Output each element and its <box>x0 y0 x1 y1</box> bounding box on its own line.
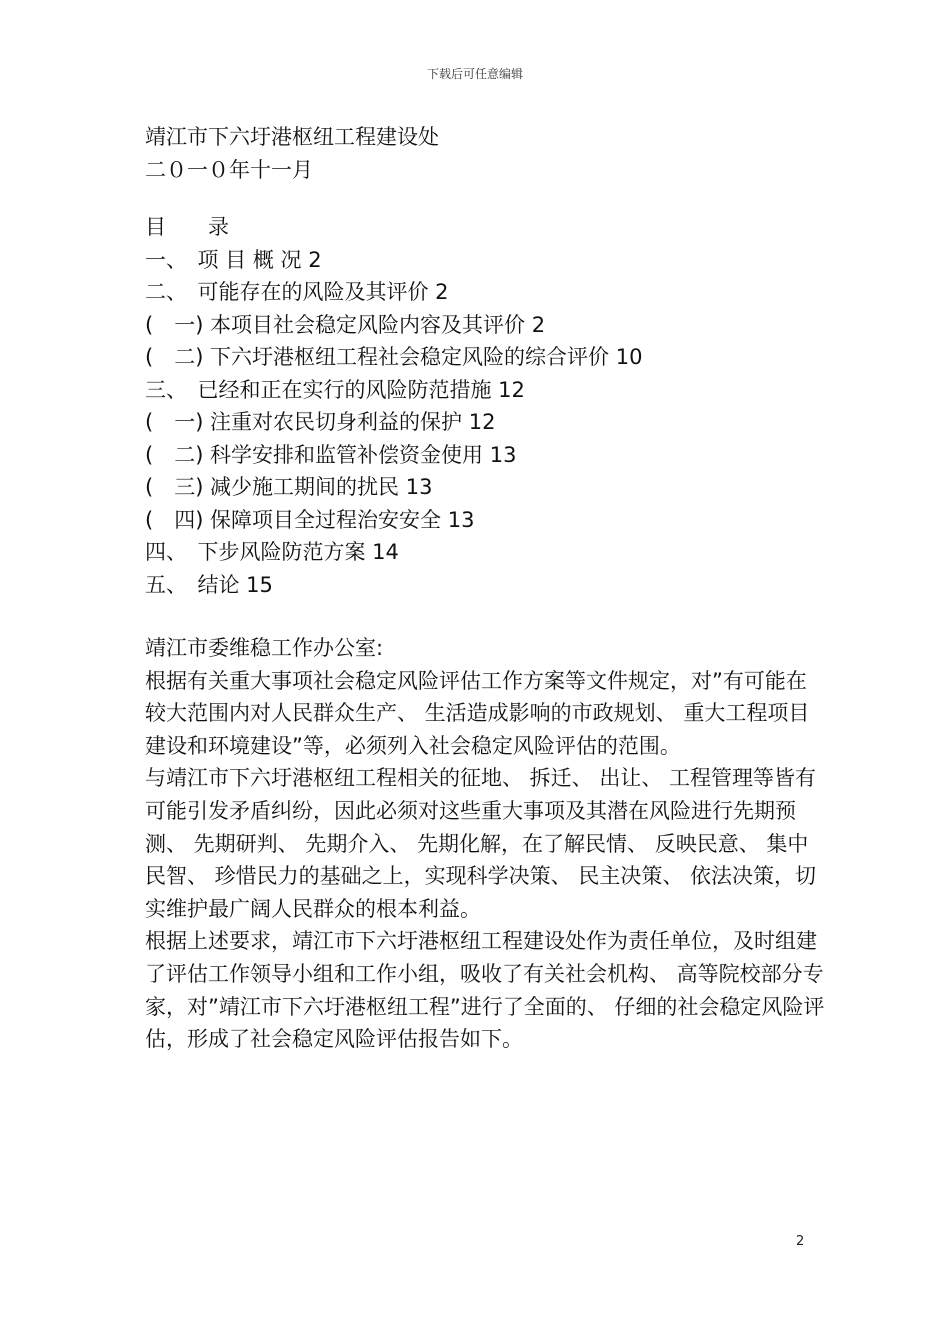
body-paragraph: 与靖江市下六圩港枢纽工程相关的征地、 拆迁、 出让、 工程管理等皆有可能引发矛盾纠纷，因此必须对这些重大事项及其潜在风险进行先期预测、 先期研判、 先期介入、 先期化解，在了解民情、 反映民意、 集中民智、 珍惜民力的基础之上，实现科学决策、 民主决策、 依法决策，切实维护最广阔人民群众的根本利益。 <box>145 766 817 921</box>
toc-item: ( 三) 减少施工期间的扰民 13 <box>145 475 433 499</box>
document-date: 二０一０年十一月 <box>145 157 313 182</box>
toc-item: 三、 已经和正在实行的风险防范措施 12 <box>145 377 525 402</box>
toc-item: 四、 下步风险防范方案 14 <box>145 540 399 564</box>
toc-item: ( 一) 本项目社会稳定风险内容及其评价 2 <box>145 312 546 337</box>
toc-item: 一、 项 目 概 况 2 <box>145 247 322 272</box>
table-of-contents <box>145 211 825 601</box>
body-paragraph: 根据有关重大事项社会稳定风险评估工作方案等文件规定，对”有可能在较大范围内对人民群众生产、 生活造成影响的市政规划、 重大工程项目建设和环境建设”等，必须列入社会稳定风险评估的范围。 <box>145 668 810 758</box>
toc-item: ( 二) 科学安排和监管补偿资金使用 13 <box>145 442 517 467</box>
salutation: 靖江市委维稳工作办公室: <box>145 636 384 660</box>
toc-item: 二、 可能存在的风险及其评价 2 <box>145 280 449 304</box>
title-block <box>145 121 825 186</box>
toc-item: ( 二) 下六圩港枢纽工程社会稳定风险的综合评价 10 <box>145 345 643 369</box>
toc-item: ( 一) 注重对农民切身利益的保护 12 <box>145 410 496 434</box>
toc-item: 五、 结论 15 <box>145 572 273 597</box>
toc-item: ( 四) 保障项目全过程治安安全 13 <box>145 507 475 532</box>
toc-heading: 目 录 <box>145 215 229 239</box>
page-number: 2 <box>796 1234 805 1249</box>
header-note: 下载后可任意编辑 <box>426 67 523 81</box>
body-paragraph: 根据上述要求，靖江市下六圩港枢纽工程建设处作为责任单位，及时组建了评估工作领导小组和工作小组，吸收了有关社会机构、 高等院校部分专家，对”靖江市下六圩港枢纽工程”进行了全面的、 仔细的社会稳定风险评估，形成了社会稳定风险评估报告如下。 <box>145 929 825 1052</box>
org-name: 靖江市下六圩港枢纽工程建设处 <box>145 125 439 149</box>
letter-body <box>145 632 825 1056</box>
